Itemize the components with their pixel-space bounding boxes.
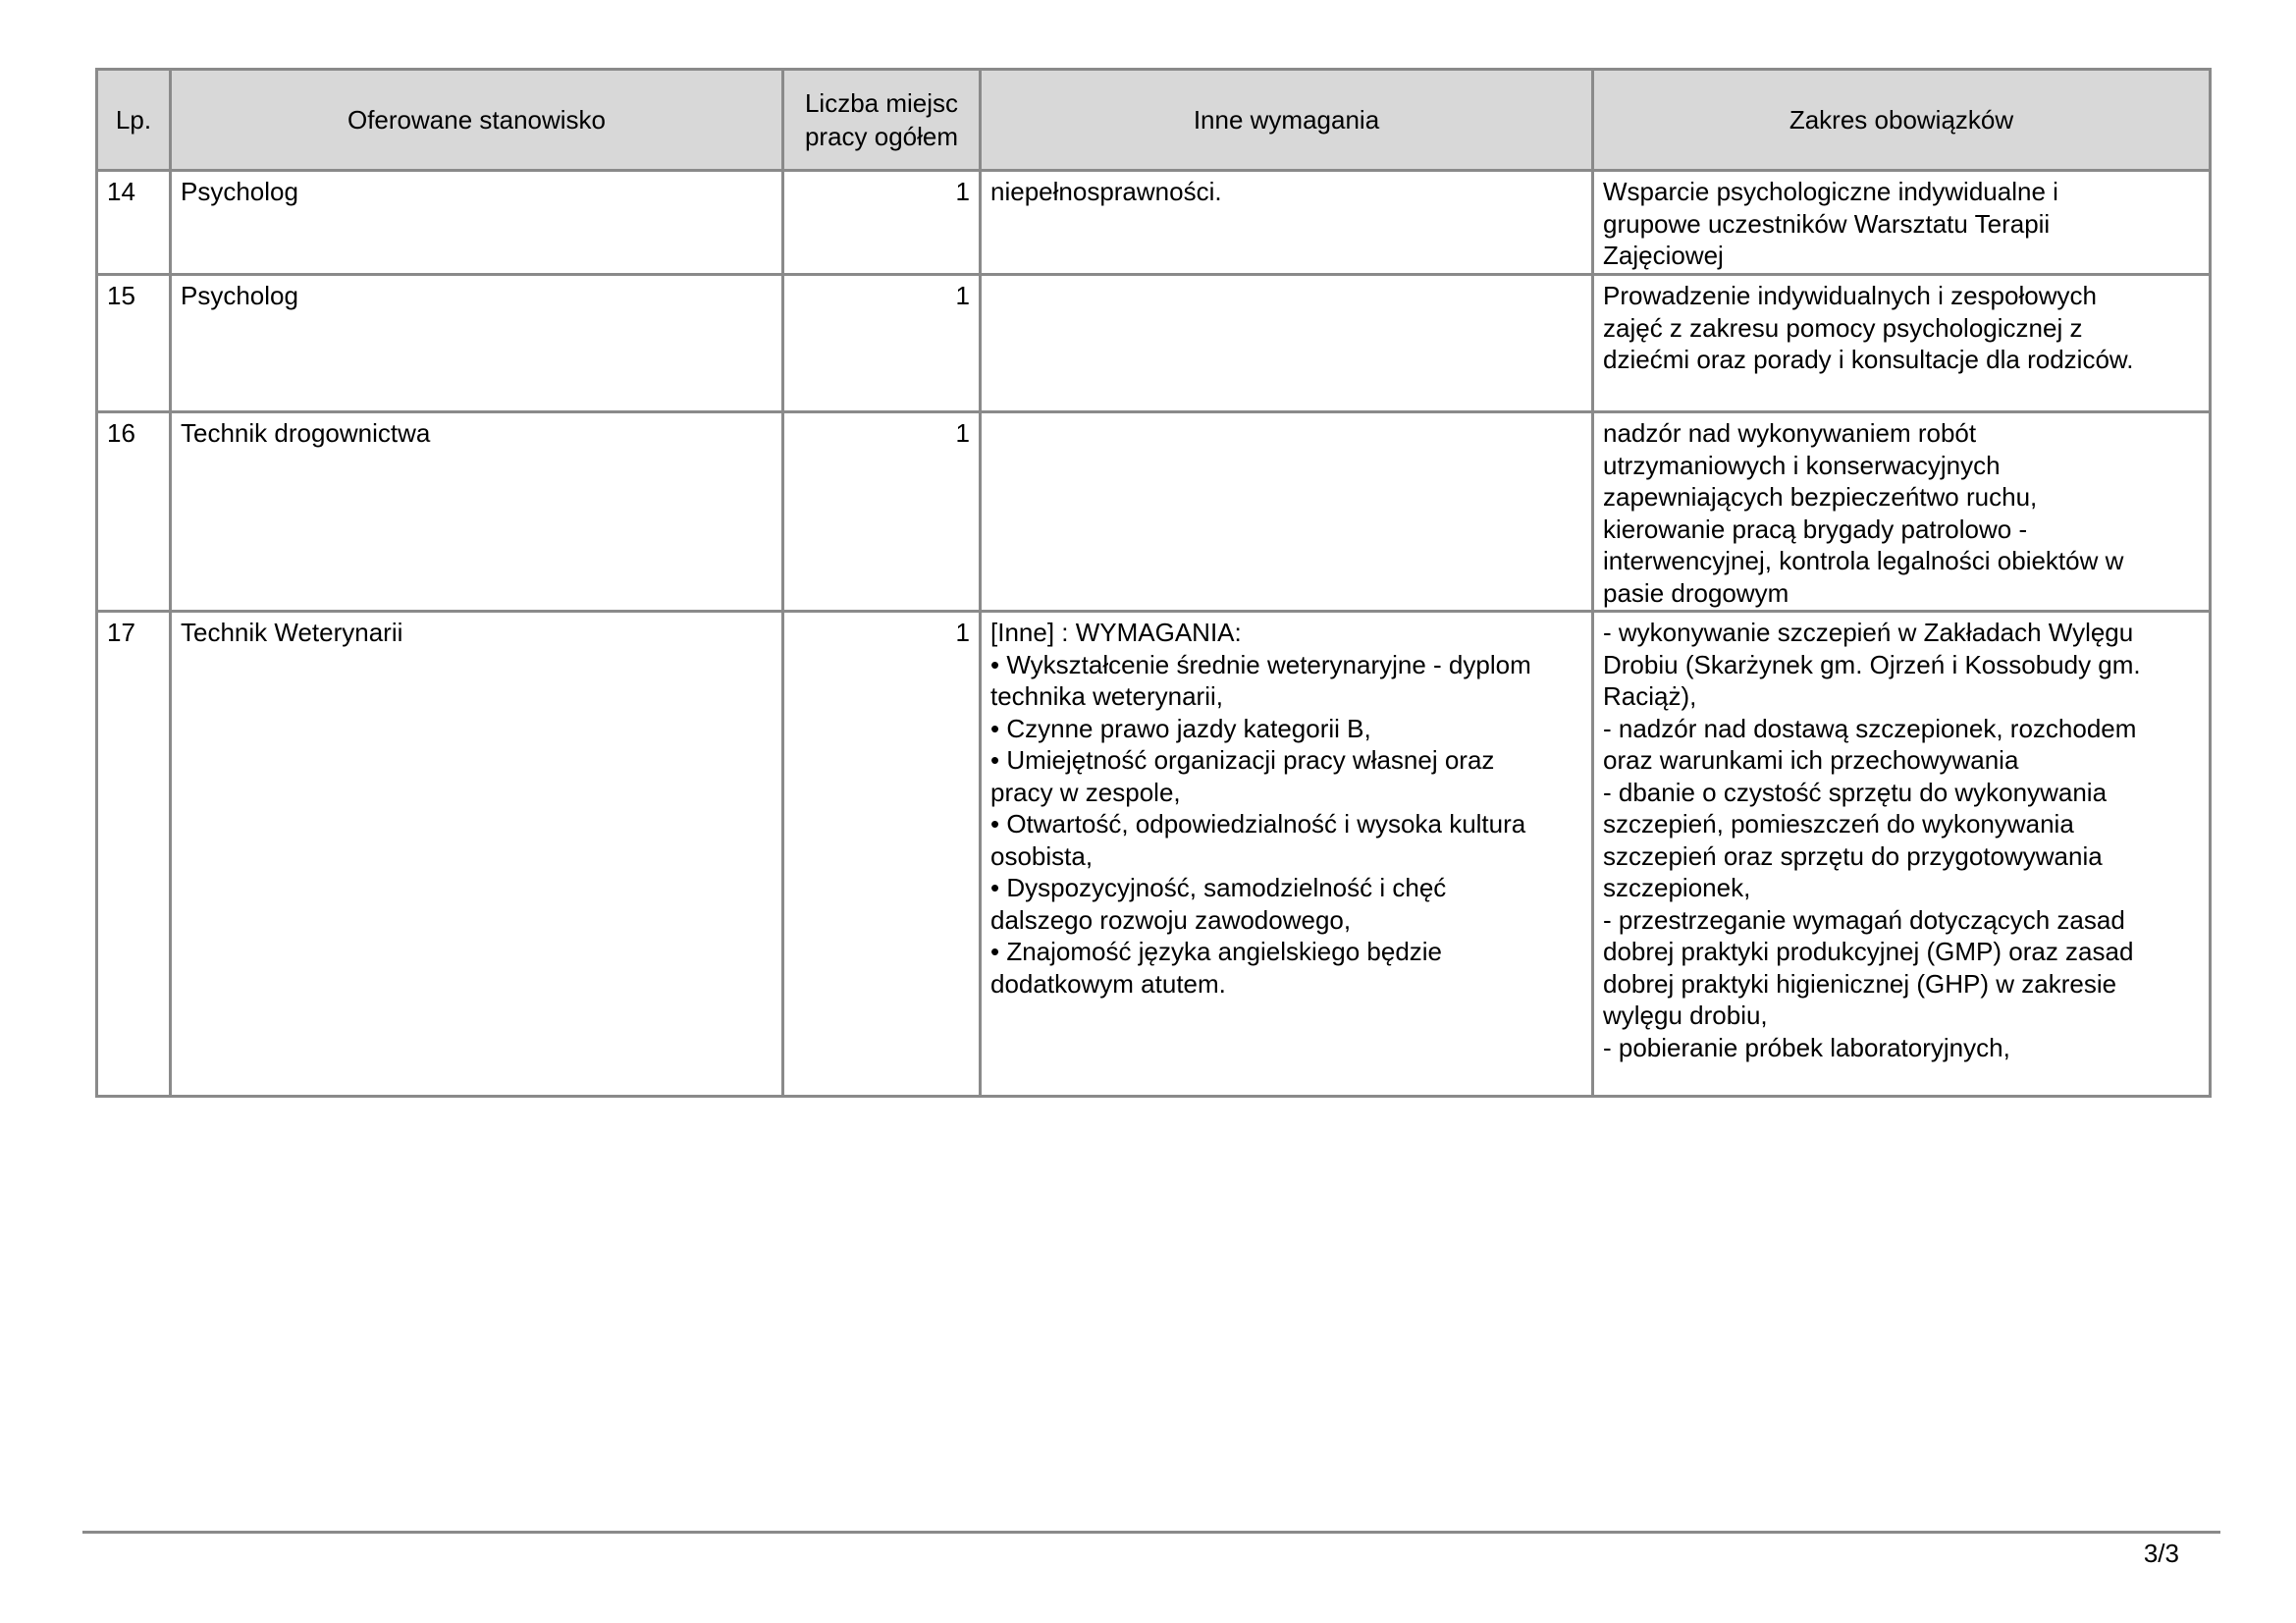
cell-position: Psycholog	[171, 171, 783, 275]
cell-count: 1	[783, 612, 981, 1097]
cell-duties: - wykonywanie szczepień w Zakładach Wylęgu Drobiu (Skarżynek gm. Ojrzeń i Kossobudy gm. Raciąż), - nadzór nad dostawą szczepionek, rozchodem oraz warunkami ich przechowywania - dbanie o czystość sprzętu do wykonywania szczepień, pomieszczeń do wykonywania szczepień oraz sprzętu do przygotowywania szczepionek, - przestrzeganie wymagań dotyczących zasad dobrej praktyki produkcyjnej (GMP) oraz zasad dobrej praktyki higienicznej (GHP) w zakresie wylęgu drobiu, - pobieranie próbek laboratoryjnych,	[1593, 612, 2211, 1097]
cell-requirements: niepełnosprawności.	[981, 171, 1593, 275]
cell-position: Psycholog	[171, 275, 783, 412]
cell-requirements	[981, 412, 1593, 612]
cell-lp: 17	[97, 612, 171, 1097]
header-position: Oferowane stanowisko	[171, 70, 783, 171]
cell-count: 1	[783, 171, 981, 275]
table-row	[97, 412, 2211, 612]
cell-duties: nadzór nad wykonywaniem robót utrzymaniowych i konserwacyjnych zapewniających bezpieczeńtwo ruchu, kierowanie pracą brygady patrolowo - interwencyjnej, kontrola legalności obiektów w pasie drogowym	[1593, 412, 2211, 612]
cell-count: 1	[783, 412, 981, 612]
header-lp: Lp.	[97, 70, 171, 171]
page-number: 3/3	[2143, 1539, 2179, 1568]
cell-requirements: [Inne] : WYMAGANIA: • Wykształcenie średnie weterynaryjne - dyplom technika weterynarii, • Czynne prawo jazdy kategorii B, • Umiejętność organizacji pracy własnej oraz pracy w zespole, • Otwartość, odpowiedzialność i wysoka kultura osobista, • Dyspozycyjność, samodzielność i chęć dalszego rozwoju zawodowego, • Znajomość języka angielskiego będzie dodatkowym atutem.	[981, 612, 1593, 1097]
cell-duties: Prowadzenie indywidualnych i zespołowych zajęć z zakresu pomocy psychologicznej z dziećmi oraz porady i konsultacje dla rodziców.	[1593, 275, 2211, 412]
cell-position: Technik Weterynarii	[171, 612, 783, 1097]
header-requirements: Inne wymagania	[981, 70, 1593, 171]
cell-lp: 15	[97, 275, 171, 412]
footer-divider	[82, 1531, 2220, 1534]
job-offers-table	[95, 68, 2212, 1098]
table-row	[97, 171, 2211, 275]
cell-lp: 14	[97, 171, 171, 275]
header-count: Liczba miejsc pracy ogółem	[783, 70, 981, 171]
table-row	[97, 275, 2211, 412]
cell-lp: 16	[97, 412, 171, 612]
cell-requirements	[981, 275, 1593, 412]
table-header-row	[97, 70, 2211, 171]
table-row	[97, 612, 2211, 1097]
cell-count: 1	[783, 275, 981, 412]
cell-duties: Wsparcie psychologiczne indywidualne i grupowe uczestników Warsztatu Terapii Zajęciowej	[1593, 171, 2211, 275]
cell-position: Technik drogownictwa	[171, 412, 783, 612]
header-duties: Zakres obowiązków	[1593, 70, 2211, 171]
